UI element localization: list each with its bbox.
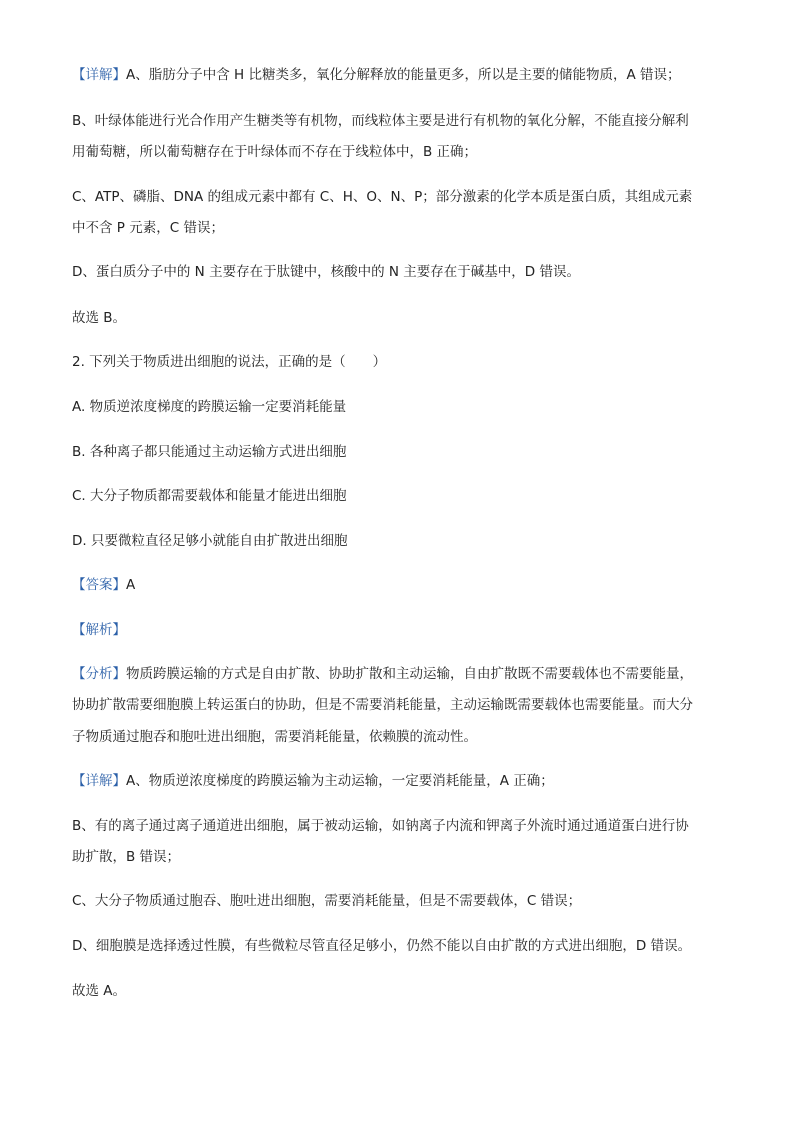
q2-answer-line bbox=[72, 575, 727, 595]
q2-detail-line-a bbox=[72, 771, 727, 791]
q2-option-c: C. 大分子物质都需要载体和能量才能进出细胞 bbox=[72, 488, 347, 504]
q2-fenxi-line1 bbox=[72, 664, 727, 684]
q1-detail-c-line2: 中不含 P 元素，C 错误； bbox=[72, 220, 224, 236]
q2-answer: A bbox=[126, 577, 136, 593]
q2-fenxi-line3: 子物质通过胞吞和胞吐进出细胞，需要消耗能量，依赖膜的流动性。 bbox=[72, 729, 477, 745]
fenxi-tag: 【分析】 bbox=[72, 666, 126, 682]
q2-detail-d: D、细胞膜是选择透过性膜，有些微粒尽管直径足够小，仍然不能以自由扩散的方式进出细胞，D 错误。 bbox=[72, 938, 692, 954]
detail-tag: 【详解】 bbox=[72, 773, 126, 789]
q2-detail-a: A、物质逆浓度梯度的跨膜运输为主动运输，一定要消耗能量，A 正确； bbox=[126, 773, 554, 789]
q2-option-a: A. 物质逆浓度梯度的跨膜运输一定要消耗能量 bbox=[72, 399, 347, 415]
q2-option-b: B. 各种离子都只能通过主动运输方式进出细胞 bbox=[72, 444, 347, 460]
q2-detail-b-line1: B、有的离子通过离子通道进出细胞，属于被动运输，如钠离子内流和钾离子外流时通过通道蛋白进行协 bbox=[72, 818, 689, 834]
q2-choice: 故选 A。 bbox=[72, 983, 127, 999]
detail-tag: 【详解】 bbox=[72, 67, 126, 83]
q2-stem: 2. 下列关于物质进出细胞的说法，正确的是（ ） bbox=[72, 354, 387, 370]
analysis-tag: 【解析】 bbox=[72, 622, 126, 638]
q2-option-d: D. 只要微粒直径足够小就能自由扩散进出细胞 bbox=[72, 533, 348, 549]
q2-detail-c: C、大分子物质通过胞吞、胞吐进出细胞，需要消耗能量，但是不需要载体，C 错误； bbox=[72, 893, 582, 909]
answer-tag: 【答案】 bbox=[72, 577, 126, 593]
q1-detail-b-line2: 用葡萄糖，所以葡萄糖存在于叶绿体而不存在于线粒体中，B 正确； bbox=[72, 144, 478, 160]
q1-detail-c-line1: C、ATP、磷脂、DNA 的组成元素中都有 C、H、O、N、P；部分激素的化学本质是蛋白质，其组成元素 bbox=[72, 189, 693, 205]
q1-detail-line-a bbox=[72, 65, 727, 85]
q2-detail-b-line2: 助扩散，B 错误； bbox=[72, 849, 181, 865]
q2-analysis-tag bbox=[72, 620, 727, 640]
q1-choice: 故选 B。 bbox=[72, 310, 127, 326]
q1-detail-b-line1: B、叶绿体能进行光合作用产生糖类等有机物，而线粒体主要是进行有机物的氧化分解，不能直接分解利 bbox=[72, 113, 689, 129]
q2-fenxi-line2: 协助扩散需要细胞膜上转运蛋白的协助，但是不需要消耗能量，主动运输既需要载体也需要能量。而大分 bbox=[72, 697, 693, 713]
q1-detail-d: D、蛋白质分子中的 N 主要存在于肽键中，核酸中的 N 主要存在于碱基中，D 错误。 bbox=[72, 264, 580, 280]
q1-detail-a: A、脂肪分子中含 H 比糖类多，氧化分解释放的能量更多，所以是主要的储能物质，A 错误； bbox=[126, 67, 681, 83]
q2-fenxi-text1: 物质跨膜运输的方式是自由扩散、协助扩散和主动运输，自由扩散既不需要载体也不需要能量， bbox=[126, 666, 693, 682]
